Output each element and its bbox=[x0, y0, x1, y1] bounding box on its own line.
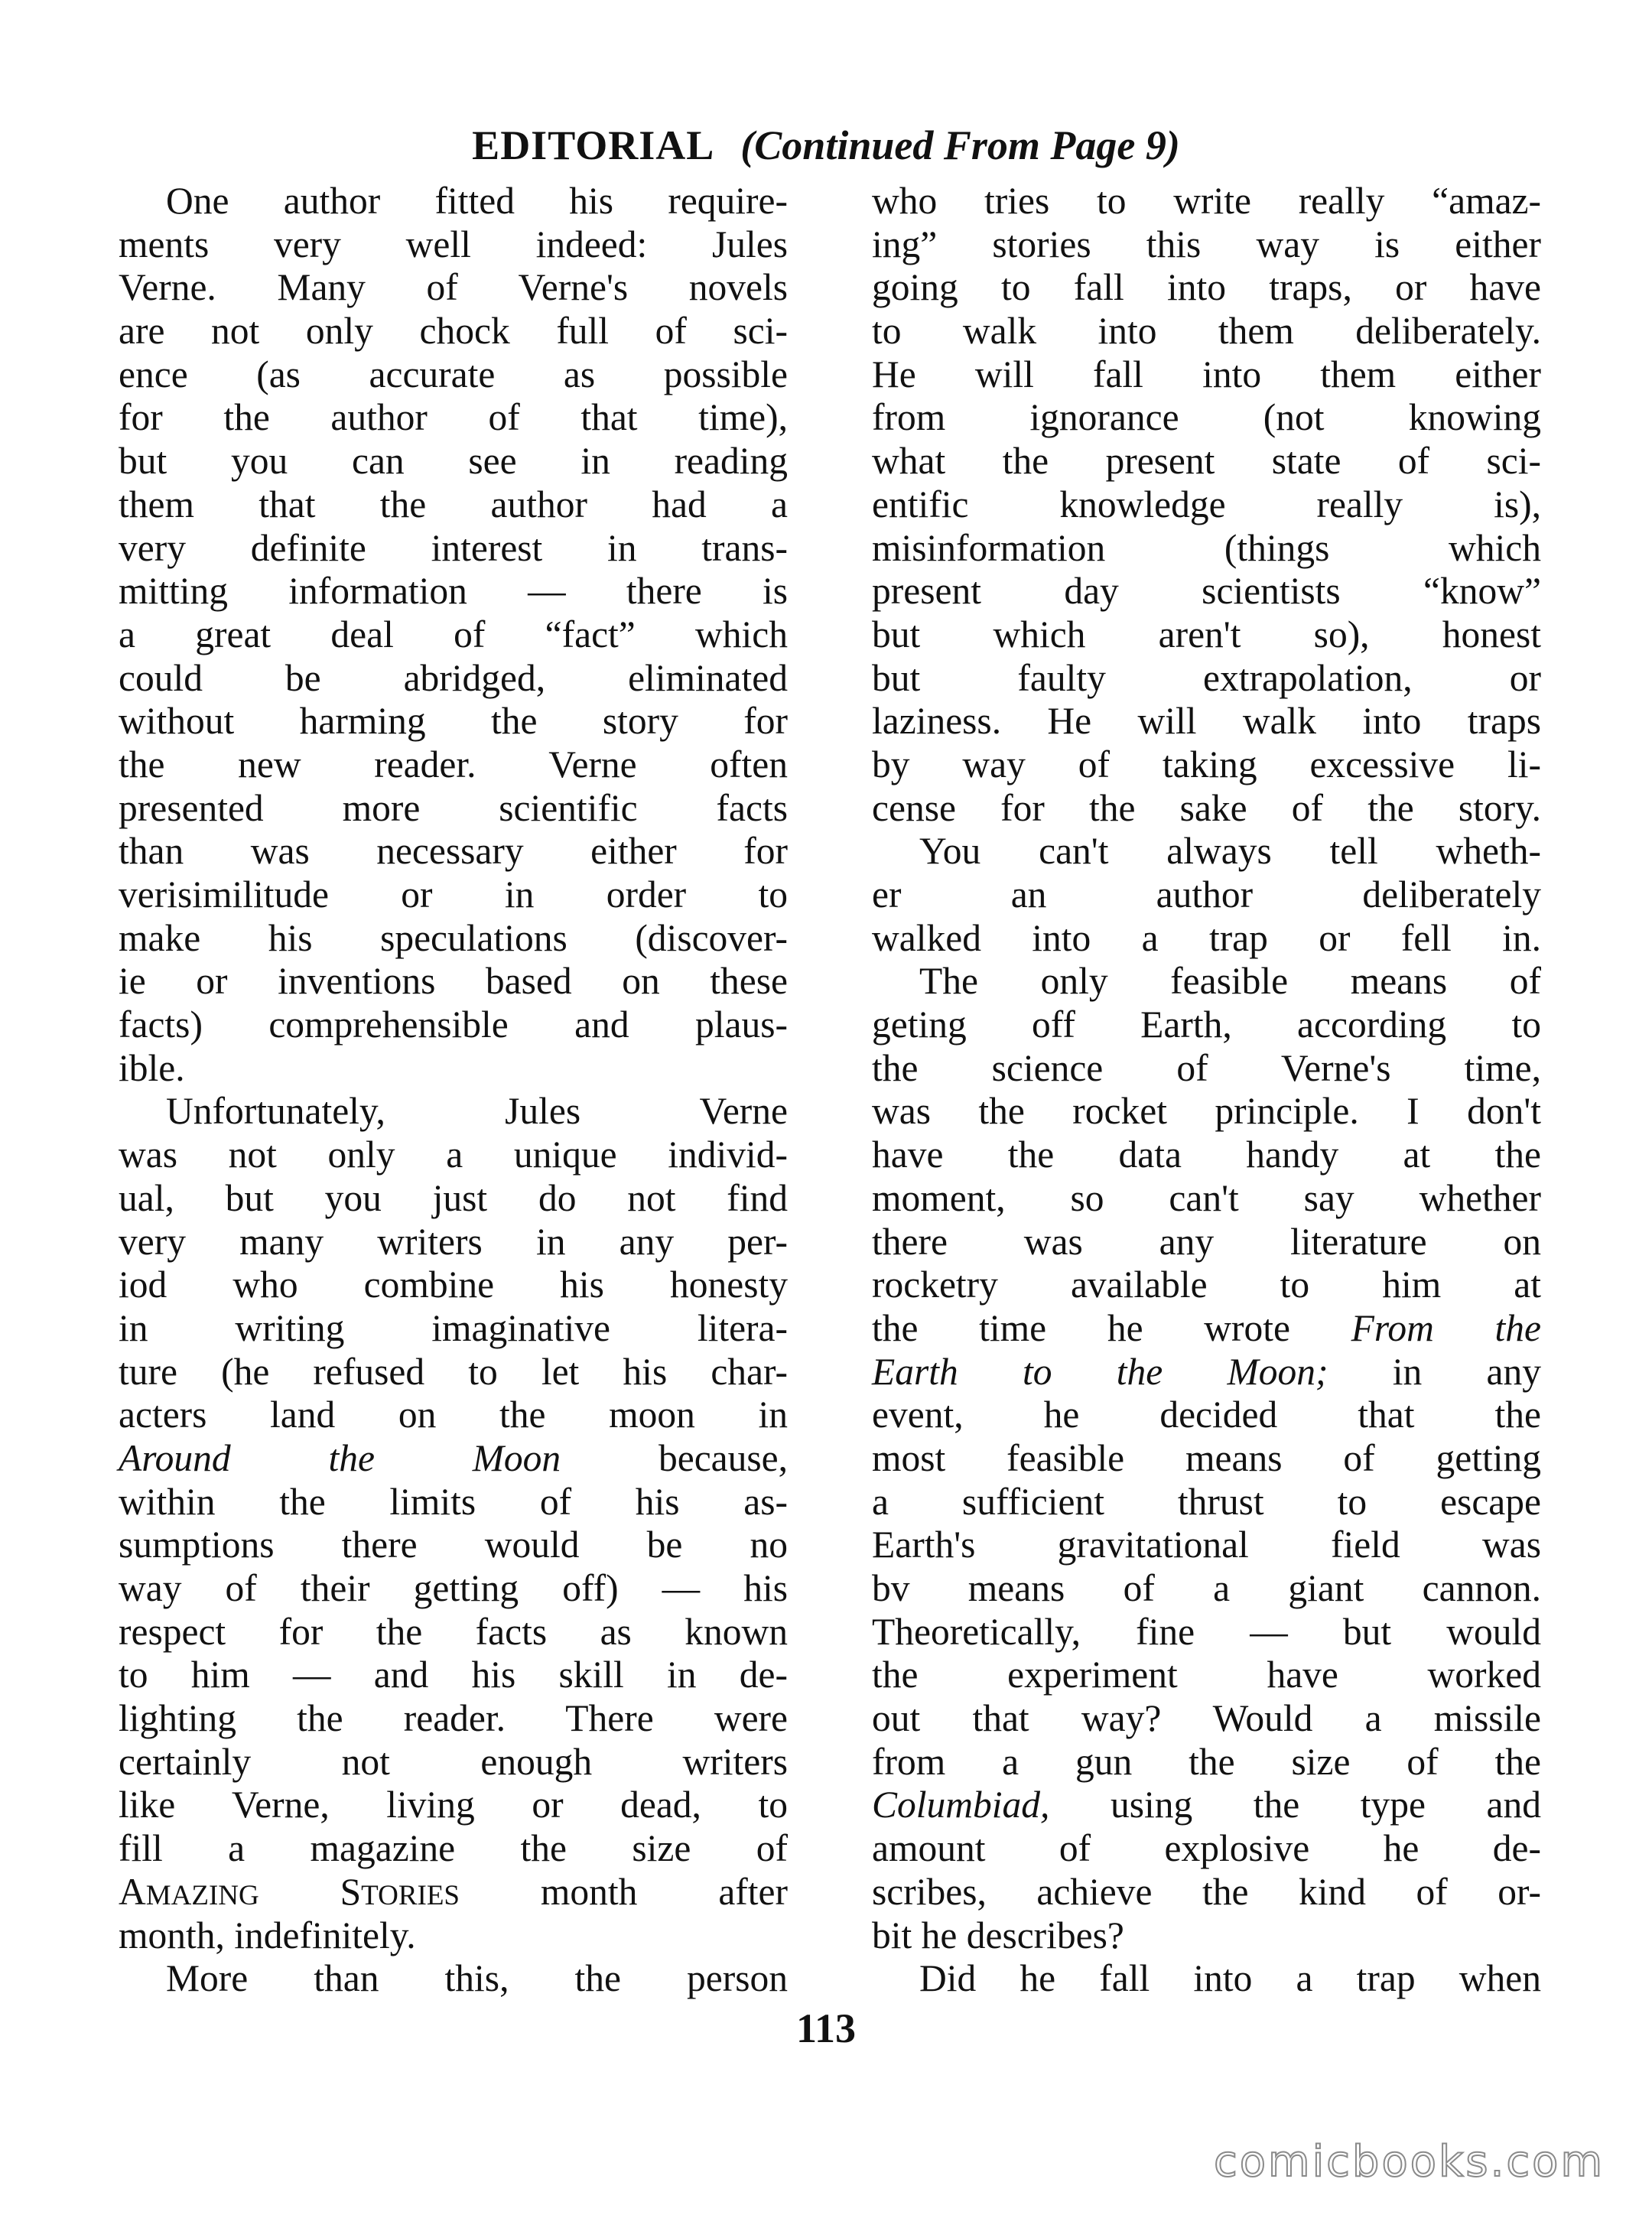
text-line: Did he fall into a trap when bbox=[919, 1957, 1541, 2000]
text-line: than was necessary either for bbox=[119, 830, 788, 873]
text-line: cense for the sake of the story. bbox=[872, 786, 1541, 829]
text-line: iod who combine his honesty bbox=[119, 1263, 788, 1306]
text-line: but you can see in reading bbox=[119, 440, 788, 483]
site-watermark: comicbooks.com bbox=[1213, 2137, 1605, 2187]
text-line: Verne. Many of Verne's novels bbox=[119, 266, 788, 309]
book-title-italic: From the bbox=[1351, 1306, 1541, 1349]
text-line: present day scientists “know” bbox=[872, 570, 1541, 613]
text-line: from ignorance (not knowing bbox=[872, 396, 1541, 439]
text-line: make his speculations (discover- bbox=[119, 916, 788, 959]
text-line: out that way? Would a missile bbox=[872, 1697, 1541, 1740]
text-line bbox=[119, 1437, 788, 1481]
text-line: scribes, achieve the kind of or- bbox=[872, 1870, 1541, 1913]
text-fragment: because, bbox=[561, 1436, 788, 1479]
text-line: rocketry available to him at bbox=[872, 1263, 1541, 1306]
text-line: ments very well indeed: Jules bbox=[119, 223, 788, 265]
text-line: the science of Verne's time, bbox=[872, 1046, 1541, 1089]
text-line: The only feasible means of bbox=[919, 960, 1541, 1003]
text-line: sumptions there would be no bbox=[119, 1524, 788, 1566]
text-line: to him — and his skill in de- bbox=[119, 1654, 788, 1696]
text-line: the time he wrote From the bbox=[872, 1306, 1541, 1349]
text-line: ual, but you just do not find bbox=[119, 1176, 788, 1219]
text-line: have the data handy at the bbox=[872, 1133, 1541, 1176]
text-line: Earth's gravitational field was bbox=[872, 1524, 1541, 1566]
text-line: entific knowledge really is), bbox=[872, 483, 1541, 525]
text-line: respect for the facts as known bbox=[119, 1610, 788, 1653]
text-line: geting off Earth, according to bbox=[872, 1003, 1541, 1046]
text-line: a sufficient thrust to escape bbox=[872, 1480, 1541, 1523]
text-line: acters land on the moon in bbox=[119, 1394, 788, 1436]
text-line: going to fall into traps, or have bbox=[872, 266, 1541, 309]
text-line: ture (he refused to let his char- bbox=[119, 1350, 788, 1393]
text-line: mitting information — there is bbox=[119, 570, 788, 613]
right-column bbox=[872, 180, 1541, 2001]
text-line: by way of taking excessive li- bbox=[872, 743, 1541, 785]
text-line: from a gun the size of the bbox=[872, 1740, 1541, 1783]
text-line: are not only chock full of sci- bbox=[119, 310, 788, 353]
text-line: very many writers in any per- bbox=[119, 1220, 788, 1263]
text-line: presented more scientific facts bbox=[119, 786, 788, 829]
book-title-italic: Around the Moon bbox=[119, 1436, 561, 1479]
text-line: event, he decided that the bbox=[872, 1394, 1541, 1436]
text-line: within the limits of his as- bbox=[119, 1480, 788, 1523]
text-line: ence (as accurate as possible bbox=[119, 353, 788, 395]
text-line: for the author of that time), bbox=[119, 396, 788, 439]
text-line: a great deal of “fact” which bbox=[119, 613, 788, 655]
text-line: walked into a trap or fell in. bbox=[872, 916, 1541, 959]
text-line: in writing imaginative litera- bbox=[119, 1306, 788, 1349]
text-line: most feasible means of getting bbox=[872, 1436, 1541, 1479]
text-line: could be abridged, eliminated bbox=[119, 656, 788, 699]
text-line: fill a magazine the size of bbox=[119, 1827, 788, 1870]
text-line: lighting the reader. There were bbox=[119, 1697, 788, 1740]
text-line: was not only a unique individ- bbox=[119, 1133, 788, 1176]
text-line: what the present state of sci- bbox=[872, 440, 1541, 483]
text-line: ible. bbox=[119, 1046, 185, 1089]
continuation-note: (Continued From Page 9) bbox=[740, 122, 1180, 168]
text-line: was the rocket principle. I don't bbox=[872, 1090, 1541, 1133]
book-title-italic: Columbiad, bbox=[872, 1784, 1050, 1826]
text-line: who tries to write really “amaz- bbox=[872, 180, 1541, 222]
text-line: moment, so can't say whether bbox=[872, 1176, 1541, 1219]
text-line: like Verne, living or dead, to bbox=[119, 1784, 788, 1826]
text-line: Unfortunately, Jules Verne bbox=[166, 1090, 788, 1133]
text-line: amount of explosive he de- bbox=[872, 1827, 1541, 1870]
text-line: AMAZING STORIES month after bbox=[119, 1870, 788, 1913]
text-line: laziness. He will walk into traps bbox=[872, 700, 1541, 743]
text-line: Earth to the Moon; in any bbox=[872, 1350, 1541, 1393]
text-line: ing” stories this way is either bbox=[872, 223, 1541, 265]
text-line: bit he describes? bbox=[872, 1914, 1124, 1956]
text-line: to walk into them deliberately. bbox=[872, 310, 1541, 353]
text-line: without harming the story for bbox=[119, 700, 788, 743]
text-line: but which aren't so), honest bbox=[872, 613, 1541, 655]
text-line: the experiment have worked bbox=[872, 1654, 1541, 1696]
text-line: Columbiad, using the type and bbox=[872, 1784, 1541, 1826]
text-line: verisimilitude or in order to bbox=[119, 873, 788, 915]
text-line: One author fitted his require- bbox=[166, 180, 788, 222]
text-line: them that the author had a bbox=[119, 483, 788, 525]
text-line: er an author deliberately bbox=[872, 873, 1541, 915]
text-line: ie or inventions based on these bbox=[119, 960, 788, 1003]
text-line: You can't always tell wheth- bbox=[919, 830, 1541, 873]
magazine-name: AMAZING STORIES bbox=[119, 1870, 460, 1913]
running-header bbox=[0, 121, 1652, 170]
text-line: More than this, the person bbox=[166, 1957, 788, 2000]
text-line: certainly not enough writers bbox=[119, 1740, 788, 1783]
text-line: bv means of a giant cannon. bbox=[872, 1567, 1541, 1609]
text-line: way of their getting off) — his bbox=[119, 1567, 788, 1609]
text-line: Theoretically, fine — but would bbox=[872, 1610, 1541, 1653]
text-line: misinformation (things which bbox=[872, 526, 1541, 569]
text-line: the new reader. Verne often bbox=[119, 743, 788, 785]
text-line: there was any literature on bbox=[872, 1220, 1541, 1263]
text-line: but faulty extrapolation, or bbox=[872, 656, 1541, 699]
section-title: EDITORIAL bbox=[472, 122, 715, 168]
page-number: 113 bbox=[795, 2005, 857, 2051]
book-title-italic: Earth to the Moon; bbox=[872, 1350, 1328, 1393]
text-line: month, indefinitely. bbox=[119, 1914, 416, 1956]
left-column bbox=[119, 180, 788, 2001]
text-line: very definite interest in trans- bbox=[119, 526, 788, 569]
text-line: He will fall into them either bbox=[872, 353, 1541, 395]
text-line: facts) comprehensible and plaus- bbox=[119, 1003, 788, 1046]
